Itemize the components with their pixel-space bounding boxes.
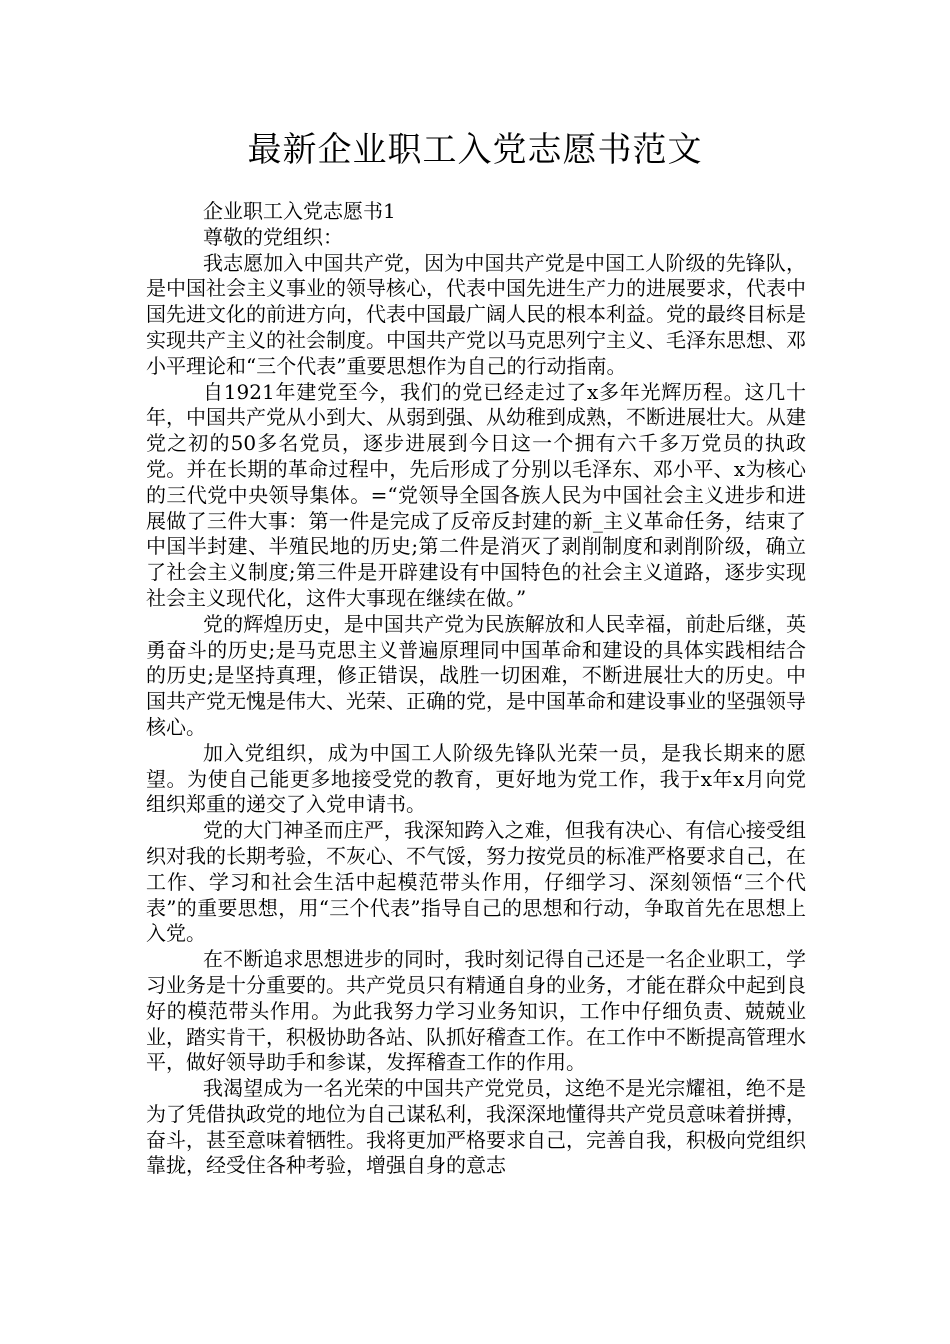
document-body: [146, 199, 806, 1179]
body-paragraph: 我渴望成为一名光荣的中国共产党党员，这绝不是光宗耀祖，绝不是为了凭借执政党的地位为自己谋私利，我深深地懂得共产党员意味着拼搏，奋斗，甚至意味着牺牲。我将更加严格要求自己，完善自我，积极向党组织靠拢，经受住各种考验，增强自身的意志: [146, 1076, 806, 1178]
body-paragraph: 党的大门神圣而庄严，我深知跨入之难，但我有决心、有信心接受组织对我的长期考验，不灰心、不气馁，努力按党员的标准严格要求自己，在工作、学习和社会生活中起模范带头作用，仔细学习、深刻领悟“三个代表”的重要思想，用“三个代表”指导自己的思想和行动，争取首先在思想上入党。: [146, 818, 806, 946]
document-title: 最新企业职工入党志愿书范文: [247, 130, 703, 170]
section-heading: 企业职工入党志愿书1: [203, 199, 396, 223]
body-paragraph: 党的辉煌历史，是中国共产党为民族解放和人民幸福，前赴后继，英勇奋斗的历史;是马克思主义普遍原理同中国革命和建设的具体实践相结合的历史;是坚持真理，修正错误，战胜一切困难，不断进展壮大的历史。中国共产党无愧是伟大、光荣、正确的党，是中国革命和建设事业的坚强领导核心。: [146, 611, 806, 739]
salutation: 尊敬的党组织：: [203, 224, 343, 249]
body-paragraph: 自1921年建党至今，我们的党已经走过了x多年光辉历程。这几十年，中国共产党从小到大、从弱到强、从幼稚到成熟，不断进展壮大。从建党之初的50多名党员，逐步进展到今日这一个拥有六千多万党员的执政党。并在长期的革命过程中，先后形成了分别以毛泽东、邓小平、x为核心的三代党中央领导集体。=“党领导全国各族人民为中国社会主义进步和进展做了三件大事：第一件是完成了反帝反封建的新_主义革命任务，结束了中国半封建、半殖民地的历史;第二件是消灭了剥削制度和剥削阶级，确立了社会主义制度;第三件是开辟建设有中国特色的社会主义道路，逐步实现社会主义现代化，这件大事现在继续在做。”: [146, 379, 806, 610]
body-paragraph: 加入党组织，成为中国工人阶级先锋队光荣一员，是我长期来的愿望。为使自己能更多地接受党的教育，更好地为党工作，我于x年x月向党组织郑重的递交了入党申请书。: [146, 740, 806, 817]
body-paragraph: 我志愿加入中国共产党，因为中国共产党是中国工人阶级的先锋队，是中国社会主义事业的领导核心，代表中国先进生产力的进展要求，代表中国先进文化的前进方向，代表中国最广阔人民的根本利益。党的最终目标是实现共产主义的社会制度。中国共产党以马克思列宁主义、毛泽东思想、邓小平理论和“三个代表”重要思想作为自己的行动指南。: [146, 250, 806, 378]
body-paragraph: 在不断追求思想进步的同时，我时刻记得自己还是一名企业职工，学习业务是十分重要的。共产党员只有精通自身的业务，才能在群众中起到良好的模范带头作用。为此我努力学习业务知识，工作中仔细负责、兢兢业业，踏实肯干，积极协助各站、队抓好稽查工作。在工作中不断提高管理水平，做好领导助手和参谋，发挥稽查工作的作用。: [146, 947, 806, 1075]
